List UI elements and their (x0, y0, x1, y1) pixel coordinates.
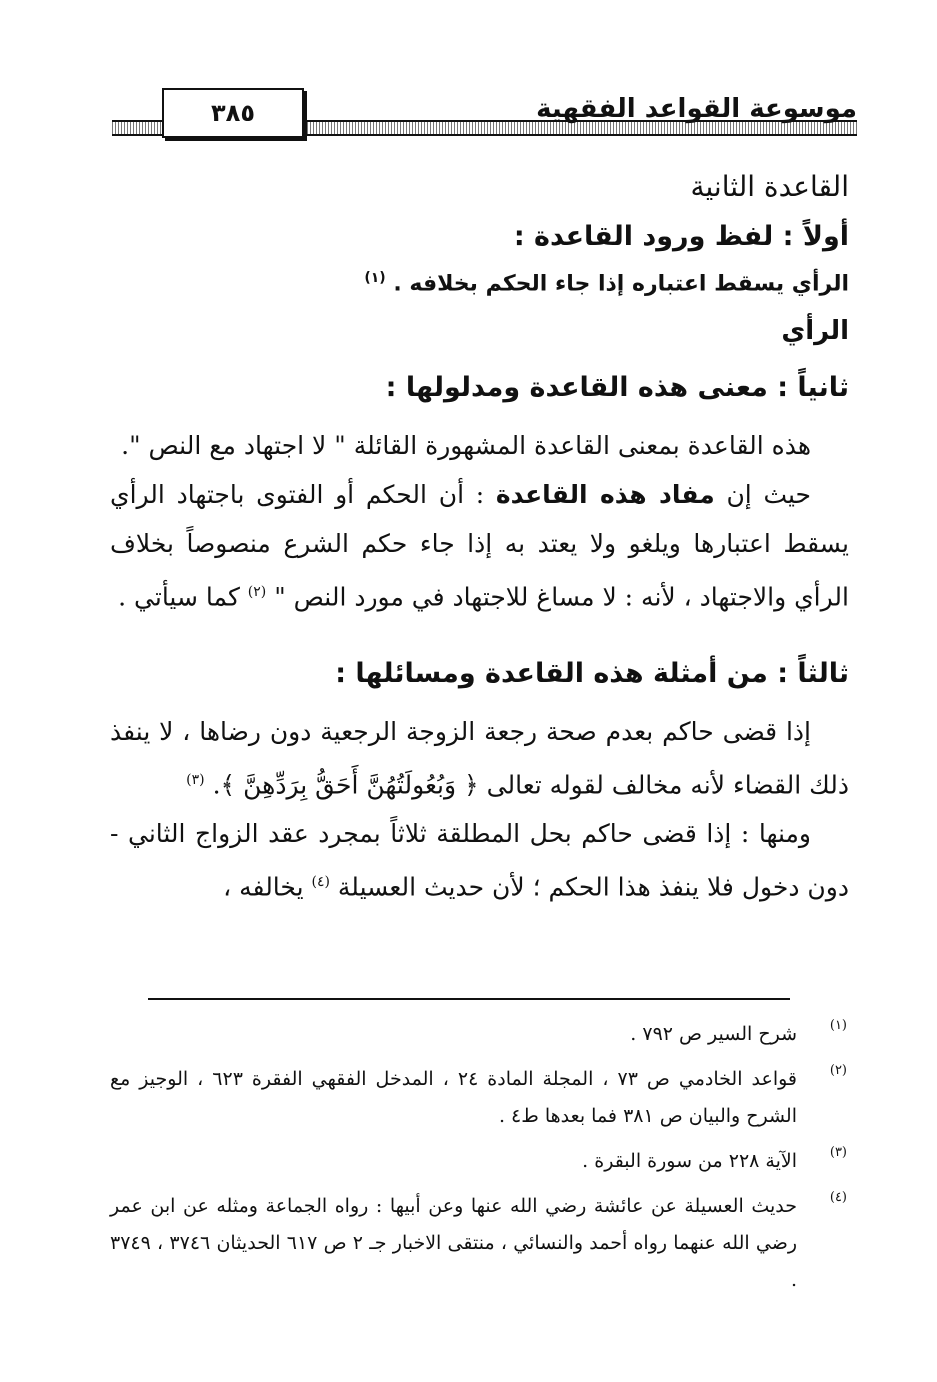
page-number: ٣٨٥ (162, 88, 304, 138)
p2-bold-phrase: مفاد هذه القاعدة (495, 480, 715, 510)
footnote-text: قواعد الخادمي ص ٧٣ ، المجلة المادة ٢٤ ، المدخل الفقهي الفقرة ٦٢٣ ، الوجيز مع الشرح والبيان ص ٣٨١ فما بعدها ط٤ . (110, 1068, 797, 1127)
rule-statement-text: الرأي يسقط اعتباره إذا جاء الحكم بخلافه . (393, 271, 849, 297)
section2-paragraph-2 (110, 470, 849, 621)
section-heading-1: أولاً : لفظ ورود القاعدة : (513, 221, 849, 252)
footnote-number: (٣) (829, 1145, 847, 1160)
s3p1-text: إذا قضى حاكم بعدم صحة رجعة الزوجة الرجعية دون رضاها ، لا ينفذ ذلك القضاء لأنه مخالف لقوله تعالى ﴿ وَبُعُولَتُهُنَّ أَحَقُّ بِرَدِّهِنَّ ﴾. (110, 716, 849, 799)
footnote-separator (148, 998, 790, 1000)
footnote-ref-1: (١) (364, 270, 386, 286)
footnote-text: شرح السير ص ٧٩٢ . (630, 1023, 797, 1045)
s3p2-text: ومنها : إذا قضى حاكم بحل المطلقة ثلاثاً بمجرد عقد الزواج الثاني - دون دخول فلا ينفذ هذا الحكم ؛ لأن حديث العسيلة (110, 818, 849, 902)
book-title: موسوعة القواعد الفقهية (536, 94, 857, 124)
footnote-item (110, 1143, 847, 1180)
section3-paragraph-2 (110, 809, 849, 911)
keyword-heading: الرأي (781, 316, 849, 347)
footnote-ref-2: (٢) (247, 584, 267, 601)
p2-end: كما سيأتي . (118, 582, 240, 612)
footnote-number: (١) (829, 1018, 847, 1033)
footnote-number: (٤) (829, 1190, 847, 1205)
footnote-ref-4: (٤) (311, 873, 330, 890)
footnote-item (110, 1188, 847, 1299)
footnote-text: الآية ٢٢٨ من سورة البقرة . (582, 1150, 797, 1172)
rule-title: القاعدة الثانية (690, 170, 849, 203)
footnote-ref-3: (٣) (186, 771, 205, 788)
footnote-number: (٢) (829, 1063, 847, 1078)
rule-statement (110, 270, 849, 296)
footnote-text: حديث العسيلة عن عائشة رضي الله عنها وعن أبيها : رواه الجماعة ومثله عن ابن عمر رضي الله عنهما رواه أحمد والنسائي ، منتقى الاخبار جـ ٢ ص ٦١٧ الحديثان ٣٧٤٦ ، ٣٧٤٩ . (110, 1195, 797, 1291)
s3p2-end: يخالفه ، (223, 872, 304, 902)
section-heading-2: ثانياً : معنى هذه القاعدة ومدلولها : (385, 372, 849, 404)
section-heading-3: ثالثاً : من أمثلة هذه القاعدة ومسائلها : (335, 657, 849, 689)
main-content (110, 170, 849, 911)
p2-after: : أن الحكم أو الفتوى باجتهاد الرأي يسقط اعتبارها ويلغو ولا يعتد به إذا جاء حكم الشرع منصوصاً بخلاف الرأي والاجتهاد ، لأنه : لا مساغ للاجتهاد في مورد النص " (110, 480, 849, 612)
section3-paragraph-1 (110, 707, 849, 809)
footnote-item (110, 1016, 847, 1053)
page-header (112, 82, 857, 138)
footnote-item (110, 1061, 847, 1135)
footnotes (110, 1016, 847, 1307)
section2-paragraph-1: هذه القاعدة بمعنى القاعدة المشهورة القائلة " لا اجتهاد مع النص ". (121, 431, 811, 461)
p2-before: حيث إن (726, 480, 812, 510)
